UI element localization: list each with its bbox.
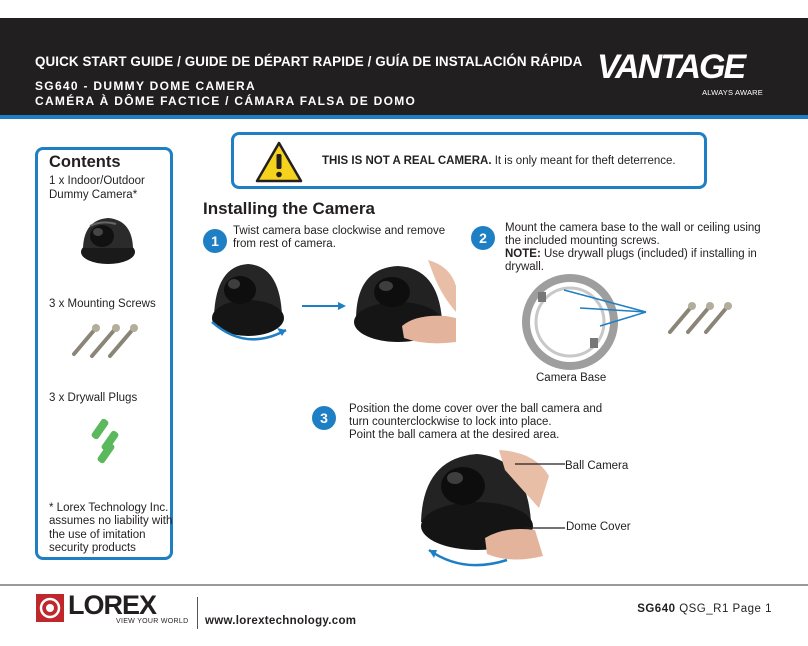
contents-title: Contents [49,153,121,171]
lorex-logo-word: LOREX [68,590,157,620]
vantage-logo [597,48,777,98]
header-band [0,18,808,115]
step-1-text: Twist camera base clockwise and remove from rest of camera. [233,225,446,250]
step-2-text [505,222,777,274]
vantage-logo-word: VANTAGE [597,48,745,86]
contents-item-plugs: 3 x Drywall Plugs [49,392,138,404]
ball-camera-label: Ball Camera [565,460,629,472]
dummy-camera-image [76,210,140,270]
liability-note: * Lorex Technology Inc. assumes no liability with the use of imitation security products [49,502,173,554]
step-1-badge: 1 [203,229,227,253]
product-title-english: SG640 - DUMMY DOME CAMERA [35,79,256,93]
contents-panel [35,147,173,560]
lorex-logo-tagline: VIEW YOUR WORLD [116,618,189,625]
step-3-badge: 3 [312,406,336,430]
guide-title: QUICK START GUIDE / GUIDE DE DÉPART RAPIDE / GUÍA DE INSTALACIÓN RÁPIDA [35,54,583,69]
warning-triangle-icon [255,141,303,183]
installing-title: Installing the Camera [203,199,375,218]
contents-item-screws: 3 x Mounting Screws [49,298,156,310]
warning-text [322,155,676,167]
step-3-illustration [415,446,565,576]
step-3-line-2: turn counterclockwise to lock into place. [349,416,552,428]
footer-divider [197,597,198,629]
step-2-note-label: NOTE: [505,248,541,260]
contents-item-camera: 1 x Indoor/Outdoor Dummy Camera* [49,175,145,201]
page-identifier [637,603,772,615]
step-2-badge: 2 [471,226,495,250]
step-2-note-text: Use drywall plugs (included) if installing in drywall. [505,248,757,273]
lorex-logo [36,592,196,628]
header-accent-rule [0,115,808,119]
step-2-illustration [520,272,734,372]
drywall-plugs-image [88,412,128,468]
warning-detail-text: It is only meant for theft deterrence. [491,155,676,167]
step-3-line-1: Position the dome cover over the ball camera and [349,403,603,415]
warning-box [231,132,707,189]
step-3-text [349,403,629,442]
product-title-translations: CAMÉRA À DÔME FACTICE / CÁMARA FALSA DE DOMO [35,94,417,108]
page-model: SG640 [637,603,676,615]
step-3-line-3: Point the ball camera at the desired area. [349,429,560,441]
dome-cover-label: Dome Cover [566,521,631,533]
step-2-instruction: Mount the camera base to the wall or ceiling using the included mounting screws. [505,222,761,247]
page-info: QSG_R1 Page 1 [675,603,772,615]
vantage-logo-tagline: ALWAYS AWARE [702,88,763,97]
warning-bold-text: THIS IS NOT A REAL CAMERA. [322,155,492,167]
camera-base-label: Camera Base [536,372,607,384]
lorex-emblem-icon [36,594,64,622]
step-1-illustration [206,256,456,356]
footer-rule [0,584,808,586]
website-link[interactable]: www.lorextechnology.com [205,615,357,627]
mounting-screws-image [68,320,140,360]
